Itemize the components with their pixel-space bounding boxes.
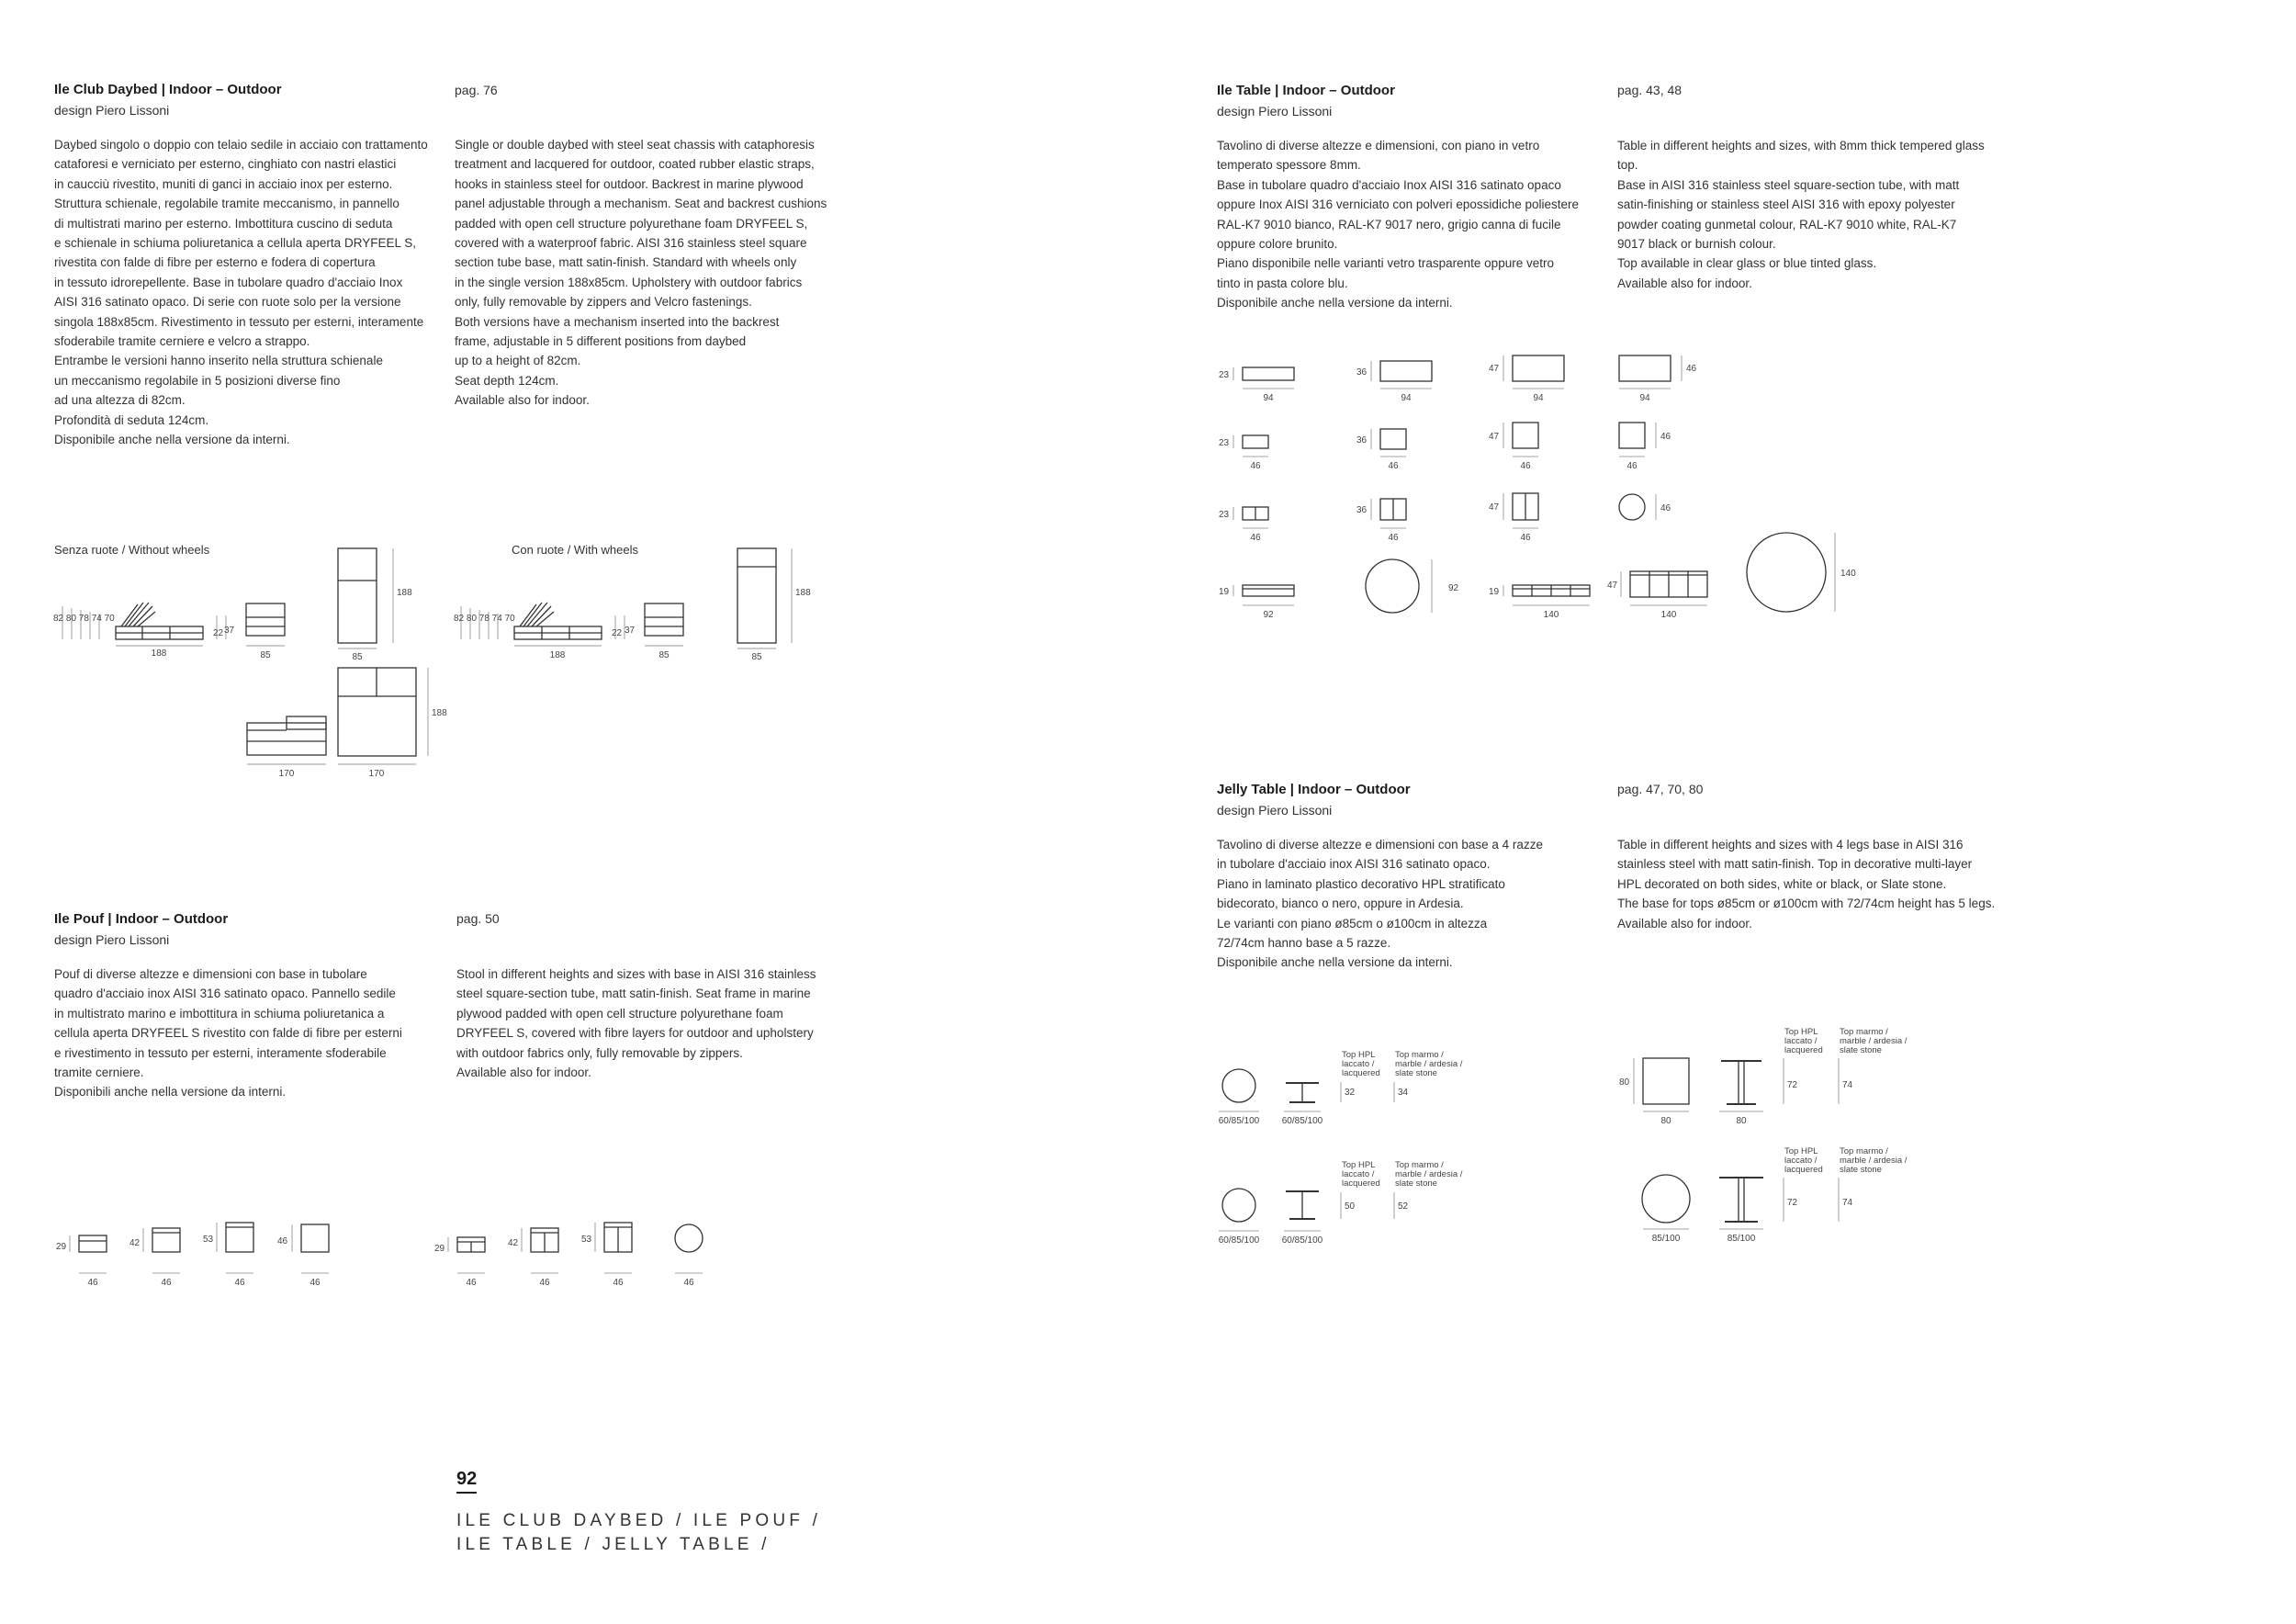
text-line: Pouf di diverse altezze e dimensioni con base in tubolare — [54, 967, 367, 981]
dim-label: 32 — [1345, 1088, 1356, 1098]
label-top-hpl: lacquered — [1342, 1068, 1380, 1078]
label-top-hpl: Top HPL — [1784, 1027, 1818, 1037]
dim-label: 46 — [1626, 461, 1638, 471]
dim-label: 46 — [161, 1278, 172, 1288]
dim-label: 42 — [129, 1238, 141, 1248]
pouf-title: Ile Pouf | Indoor – Outdoor — [54, 911, 229, 927]
dim-label: 47 — [1489, 364, 1500, 374]
dim-label: 22 — [612, 628, 623, 638]
dim-label: 52 — [1398, 1201, 1409, 1212]
text-line: frame, adjustable in 5 different positions from daybed — [455, 334, 747, 349]
label-top-hpl: laccato / — [1342, 1059, 1375, 1069]
text-line: up to a height of 82cm. — [455, 354, 581, 368]
footer-line-1: ILE CLUB DAYBED / ILE POUF / — [456, 1511, 822, 1530]
text-line: 9017 black or burnish colour. — [1617, 237, 1776, 252]
dim-label: 85 — [658, 650, 670, 660]
dim-label: 140 — [1660, 610, 1677, 620]
text-line: in multistrato marino e imbottitura in schiuma poliuretanica a — [54, 1006, 385, 1021]
text-line: singola 188x85cm. Rivestimento in tessuto per esterni, interamente — [54, 314, 424, 329]
dim-label: 94 — [1401, 393, 1412, 403]
text-line: Seat depth 124cm. — [455, 373, 559, 388]
dim-label: 47 — [1489, 502, 1500, 513]
text-line: Entrambe le versioni hanno inserito nella struttura schienale — [54, 354, 383, 368]
label-top-hpl: laccato / — [1342, 1169, 1375, 1179]
dim-label: 46 — [1660, 432, 1671, 442]
text-line: quadro d'acciaio inox AISI 316 satinato opaco. Pannello sedile — [54, 987, 396, 1001]
dim-label: 140 — [1543, 610, 1559, 620]
jelly-side-view-72-round — [1719, 1178, 1763, 1222]
dim-label: 46 — [277, 1236, 288, 1246]
daybed-caption-with-wheels: Con ruote / With wheels — [512, 543, 639, 557]
dim-label: 36 — [1356, 505, 1367, 515]
label-top-hpl: Top HPL — [1784, 1146, 1818, 1156]
dim-label: 46 — [1686, 364, 1697, 374]
dim-label: 46 — [466, 1278, 477, 1288]
text-line: Profondità di seduta 124cm. — [54, 412, 209, 427]
label-top-marble: slate stone — [1395, 1179, 1437, 1189]
dim-label: 47 — [1489, 432, 1500, 442]
text-line: Piano in laminato plastico decorativo HPL stratificato — [1217, 876, 1505, 891]
footer-line-2: ILE TABLE / JELLY TABLE / — [456, 1535, 771, 1554]
text-line: Disponibile anche nella versione da interni. — [1217, 955, 1453, 970]
dim-label: 23 — [1219, 438, 1230, 448]
text-line: ad una altezza di 82cm. — [54, 393, 186, 408]
text-line: Available also for indoor. — [455, 393, 590, 408]
text-line: section tube base, matt satin-finish. Standard with wheels only — [455, 255, 797, 270]
text-line: temperato spessore 8mm. — [1217, 158, 1361, 173]
text-line: oppure Inox AISI 316 verniciato con polveri epossidiche poliestere — [1217, 197, 1579, 212]
text-line: Disponibile anche nella versione da interni. — [54, 433, 290, 447]
label-top-marble: slate stone — [1840, 1045, 1882, 1055]
text-line: sfoderabile tramite cerniere e velcro a strappo. — [54, 334, 310, 349]
dim-label: 22 — [213, 628, 224, 638]
text-line: only, fully removable by zippers and Velcro fastenings. — [455, 295, 752, 310]
text-line: HPL decorated on both sides, white or black, or Slate stone. — [1617, 876, 1947, 891]
text-line: bidecorato, bianco o nero, oppure in Ardesia. — [1217, 897, 1464, 911]
text-line: treatment and lacquered for outdoor, coated rubber elastic straps, — [455, 157, 815, 172]
dim-label: 188 — [151, 648, 167, 659]
text-line: Table in different heights and sizes, with 8mm thick tempered glass — [1617, 139, 1985, 152]
text-line: in caucciù rivestito, muniti di ganci in acciaio inox per esterno. — [54, 176, 393, 191]
text-line: Table in different heights and sizes with 4 legs base in AISI 316 — [1617, 838, 1964, 851]
label-top-marble: marble / ardesia / — [1840, 1036, 1908, 1046]
footer-collection-title — [456, 1509, 821, 1557]
jelly-round-top-view — [1222, 1189, 1255, 1222]
text-line: Disponibili anche nella versione da interni. — [54, 1085, 287, 1100]
text-line: RAL-K7 9010 bianco, RAL-K7 9017 nero, grigio canna di fucile — [1217, 217, 1561, 231]
label-top-marble: slate stone — [1840, 1165, 1882, 1175]
dim-label: 85 — [352, 652, 363, 662]
dim-label: 74 — [1842, 1080, 1853, 1090]
text-line: cataforesi e verniciato per esterno, cinghiato con nastri elastici — [54, 157, 397, 172]
dim-label: 85/100 — [1727, 1234, 1756, 1244]
jelly-large-round-top-view — [1642, 1175, 1690, 1223]
text-line: e rivestimento in tessuto per esterni, interamente sfoderabile — [54, 1045, 387, 1060]
text-line: panel adjustable through a mechanism. Seat and backrest cushions — [455, 197, 827, 211]
daybed-caption-without-wheels: Senza ruote / Without wheels — [54, 543, 210, 557]
text-line: tinto in pasta colore blu. — [1217, 276, 1348, 290]
dim-label: 170 — [368, 769, 385, 779]
text-line: rivestita con falde di fibre per esterno e fodera di copertura — [54, 255, 376, 270]
dim-label: 19 — [1219, 587, 1230, 597]
dim-label: 46 — [539, 1278, 550, 1288]
jelly-side-view-72-square — [1721, 1061, 1761, 1104]
dim-label: 85 — [751, 652, 762, 662]
page-number-underline — [456, 1492, 477, 1494]
text-line: satin-finishing or stainless steel AISI 316 with epoxy polyester — [1617, 197, 1955, 212]
dim-label: 46 — [1520, 533, 1531, 543]
text-line: Struttura schienale, regolabile tramite meccanismo, in pannello — [54, 197, 400, 211]
text-line: Top available in clear glass or blue tinted glass. — [1617, 256, 1877, 271]
jelly-designer: design Piero Lissoni — [1217, 803, 1333, 818]
dim-label: 37 — [224, 626, 235, 636]
dim-label: 37 — [625, 626, 636, 636]
dim-label: 34 — [1398, 1088, 1409, 1098]
dim-label: 46 — [1250, 461, 1261, 471]
dim-label: 170 — [278, 769, 295, 779]
dim-label: 46 — [1250, 533, 1261, 543]
text-line: Available also for indoor. — [456, 1066, 591, 1080]
text-line: Tavolino di diverse altezze e dimensioni, con piano in vetro — [1217, 139, 1540, 152]
dim-label: 46 — [234, 1278, 245, 1288]
dim-label: 50 — [1345, 1201, 1356, 1212]
dim-label: 60/85/100 — [1218, 1235, 1260, 1246]
text-line: AISI 316 satinato opaco. Di serie con ruote solo per la versione — [54, 295, 401, 310]
text-line: steel square-section tube, matt satin-finish. Seat frame in marine — [456, 987, 811, 1001]
dim-label: 29 — [56, 1242, 67, 1252]
label-top-hpl: lacquered — [1784, 1045, 1823, 1055]
label-top-marble: Top marmo / — [1840, 1146, 1888, 1156]
label-top-marble: marble / ardesia / — [1395, 1059, 1463, 1069]
dim-label: 188 — [549, 650, 566, 660]
text-line: Available also for indoor. — [1617, 276, 1752, 290]
text-line: Le varianti con piano ø85cm o ø100cm in altezza — [1217, 916, 1488, 930]
text-line: top. — [1617, 158, 1638, 173]
label-top-hpl: lacquered — [1784, 1165, 1823, 1175]
dim-label: 72 — [1787, 1080, 1798, 1090]
dim-label: 46 — [1388, 533, 1399, 543]
dim-label: 29 — [434, 1244, 445, 1254]
jelly-round-top-view — [1222, 1069, 1255, 1102]
dim-label: 46 — [1520, 461, 1531, 471]
text-line: in the single version 188x85cm. Upholstery with outdoor fabrics — [455, 275, 803, 289]
label-top-hpl: laccato / — [1784, 1036, 1818, 1046]
text-line: Disponibile anche nella versione da interni. — [1217, 296, 1453, 310]
dim-label: 94 — [1533, 393, 1544, 403]
dim-label: 60/85/100 — [1281, 1235, 1323, 1246]
text-line: Single or double daybed with steel seat chassis with cataphoresis — [455, 138, 815, 152]
text-line: padded with open cell structure polyurethane foam DRYFEEL S, — [455, 216, 808, 231]
table-title: Ile Table | Indoor – Outdoor — [1217, 83, 1395, 98]
dim-label: 46 — [613, 1278, 624, 1288]
label-top-marble: marble / ardesia / — [1395, 1169, 1463, 1179]
label-top-hpl: Top HPL — [1342, 1160, 1376, 1170]
label-top-marble: marble / ardesia / — [1840, 1156, 1908, 1166]
text-line: stainless steel with matt satin-finish. Top in decorative multi-layer — [1617, 857, 1973, 872]
text-line: with outdoor fabrics only, fully removable by zippers. — [456, 1045, 743, 1060]
jelly-square-top-view — [1643, 1058, 1689, 1104]
jelly-side-view-50 — [1286, 1191, 1319, 1219]
dim-label: 140 — [1840, 569, 1856, 579]
text-line: tramite cerniere. — [54, 1066, 144, 1080]
dim-label: 92 — [1263, 610, 1274, 620]
text-line: Piano disponibile nelle varianti vetro trasparente oppure vetro — [1217, 256, 1554, 271]
jelly-title: Jelly Table | Indoor – Outdoor — [1217, 782, 1411, 797]
text-line: un meccanismo regolabile in 5 posizioni diverse fino — [54, 373, 341, 388]
dim-label: 46 — [1388, 461, 1399, 471]
text-line: oppure colore brunito. — [1217, 237, 1338, 252]
daybed-designer: design Piero Lissoni — [54, 103, 170, 118]
dim-label: 85/100 — [1651, 1234, 1681, 1244]
dim-label: 82 80 78 74 70 — [53, 614, 115, 624]
text-line: cellula aperta DRYFEEL S rivestito con falde di fibre per esterni — [54, 1026, 402, 1041]
text-line: covered with a waterproof fabric. AISI 316 stainless steel square — [455, 236, 807, 251]
dim-label: 60/85/100 — [1281, 1116, 1323, 1126]
dim-label: 188 — [397, 588, 412, 598]
text-line: Base in AISI 316 stainless steel square-section tube, with matt — [1617, 177, 1960, 192]
text-line: in tubolare d'acciaio inox AISI 316 satinato opaco. — [1217, 857, 1491, 872]
dim-label: 53 — [581, 1235, 592, 1245]
text-line: powder coating gunmetal colour, RAL-K7 9010 white, RAL-K7 — [1617, 217, 1957, 231]
dim-label: 60/85/100 — [1218, 1116, 1260, 1126]
dim-label: 92 — [1448, 583, 1459, 593]
text-line: Tavolino di diverse altezze e dimensioni con base a 4 razze — [1217, 838, 1543, 851]
text-line: in tessuto idrorepellente. Base in tubolare quadro d'acciaio Inox — [54, 275, 403, 289]
daybed-title: Ile Club Daybed | Indoor – Outdoor — [54, 82, 282, 97]
pouf-page-ref: pag. 50 — [456, 911, 500, 926]
dim-label: 36 — [1356, 435, 1367, 445]
daybed-page-ref: pag. 76 — [455, 83, 498, 97]
dim-label: 80 — [1619, 1077, 1630, 1088]
label-top-hpl: lacquered — [1342, 1179, 1380, 1189]
dim-label: 46 — [683, 1278, 694, 1288]
dim-label: 19 — [1489, 587, 1500, 597]
label-top-marble: Top marmo / — [1840, 1027, 1888, 1037]
dim-label: 80 — [1660, 1116, 1671, 1126]
dim-label: 23 — [1219, 370, 1230, 380]
dim-label: 74 — [1842, 1198, 1853, 1208]
dim-label: 46 — [1660, 503, 1671, 513]
dim-label: 46 — [87, 1278, 98, 1288]
dim-label: 85 — [260, 650, 271, 660]
dim-label: 36 — [1356, 367, 1367, 378]
dim-label: 23 — [1219, 510, 1230, 520]
dim-label: 188 — [432, 708, 447, 718]
table-designer: design Piero Lissoni — [1217, 104, 1333, 118]
text-line: e schienale in schiuma poliuretanica a cellula aperta DRYFEEL S, — [54, 236, 416, 251]
page-number: 92 — [456, 1469, 478, 1489]
label-top-hpl: Top HPL — [1342, 1050, 1376, 1060]
text-line: plywood padded with open cell structure polyurethane foam — [456, 1006, 783, 1021]
dim-label: 53 — [203, 1235, 214, 1245]
text-line: DRYFEEL S, covered with fibre layers for outdoor and upholstery — [456, 1026, 814, 1041]
dim-label: 46 — [310, 1278, 321, 1288]
text-line: hooks in stainless steel for outdoor. Backrest in marine plywood — [455, 176, 804, 191]
pouf-designer: design Piero Lissoni — [54, 932, 170, 947]
text-line: di multistrati marino per esterno. Imbottitura cuscino di seduta — [54, 216, 393, 231]
jelly-page-ref: pag. 47, 70, 80 — [1617, 782, 1704, 796]
dim-label: 42 — [508, 1238, 519, 1248]
table-page-ref: pag. 43, 48 — [1617, 83, 1683, 97]
text-line: Base in tubolare quadro d'acciaio Inox AISI 316 satinato opaco — [1217, 177, 1561, 192]
dim-label: 80 — [1736, 1116, 1747, 1126]
text-line: Stool in different heights and sizes with base in AISI 316 stainless — [456, 967, 816, 981]
dim-label: 94 — [1263, 393, 1274, 403]
text-line: Available also for indoor. — [1617, 916, 1752, 930]
label-top-marble: Top marmo / — [1395, 1160, 1444, 1170]
text-line: 72/74cm hanno base a 5 razze. — [1217, 936, 1391, 951]
label-top-marble: slate stone — [1395, 1068, 1437, 1078]
dim-label: 94 — [1639, 393, 1650, 403]
text-line: Daybed singolo o doppio con telaio sedile in acciaio con trattamento — [54, 138, 428, 152]
dim-label: 47 — [1607, 581, 1618, 591]
dim-label: 82 80 78 74 70 — [454, 614, 515, 624]
text-line: The base for tops ø85cm or ø100cm with 72/74cm height has 5 legs. — [1617, 897, 1996, 911]
dim-label: 72 — [1787, 1198, 1798, 1208]
jelly-side-view-32 — [1286, 1083, 1319, 1102]
dim-label: 188 — [795, 588, 811, 598]
text-line: Both versions have a mechanism inserted into the backrest — [455, 314, 780, 329]
label-top-marble: Top marmo / — [1395, 1050, 1444, 1060]
label-top-hpl: laccato / — [1784, 1156, 1818, 1166]
